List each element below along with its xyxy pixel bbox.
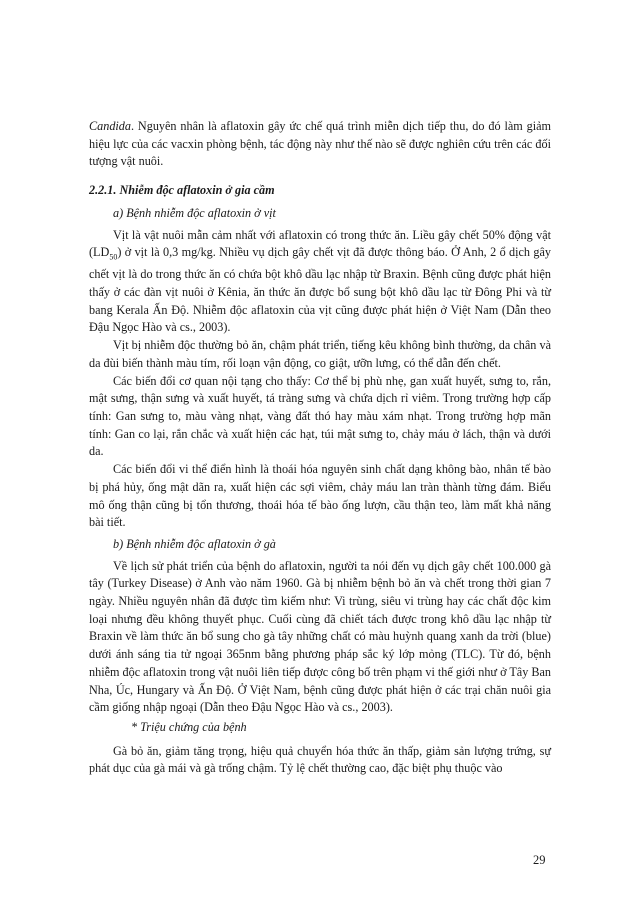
- paragraph-duck-ld50-part1: Vịt là vật nuôi mẫn cảm nhất với aflatoxin có trong thức ăn. Liều gây chết 50% động vật (LD: [89, 227, 551, 260]
- paragraph-duck-organs: Các biến đổi cơ quan nội tạng cho thấy: Cơ thể bị phù nhẹ, gan xuất huyết, sưng to, rắn, mật sưng, thận sưng và xuất huyết, tá tràng sưng và chứa dịch rỉ viêm. Trong trường hợp cấp tính: Gan sưng to, màu vàng nhạt, vàng đất thó hay màu xám nhạt. Trong trường hợp mãn tính: Gan co lại, rắn chắc và xuất hiện các hạt, túi mật sưng to, chảy máu ở lách, thận và dưới da.: [89, 373, 551, 459]
- paragraph-duck-micro: Các biến đổi vi thể điển hình là thoái hóa nguyên sinh chất dạng không bào, nhân tế bào bị phá hủy, ống mật dãn ra, xuất hiện các sợi viêm, chảy máu lan tràn thành từng đám. Biểu mô ống thận cũng bị tổn thương, thoái hóa tế bào ống lượn, cầu thận teo, làm mất khả năng bài tiết.: [89, 462, 551, 530]
- page-body: [89, 118, 551, 778]
- paragraph-duck-symptoms: Vịt bị nhiễm độc thường bỏ ăn, chậm phát triển, tiếng kêu không bình thường, da chân và da đùi biến thành màu tím, rối loạn vận động, co giật, ưỡn lưng, có thể dẫn đến chết.: [89, 338, 551, 370]
- subsection-heading-b: b) Bệnh nhiễm độc aflatoxin ở gà: [113, 536, 276, 551]
- paragraph-chicken-history: Về lịch sử phát triển của bệnh do aflatoxin, người ta nói đến vụ dịch gây chết 100.000 gà tây (Turkey Disease) ở Anh vào năm 1960. Gà bị nhiễm bệnh bỏ ăn và chết trong thời gian 7 ngày. Nhiều nguyên nhân đã được tìm kiếm như: Vi trùng, siêu vi trùng hay các chất độc kim loại nhưng đều không thuyết phục. Cuối cùng đã chiết tách được trong khô dầu lạc nhập từ Braxin về làm thức ăn bổ sung cho gà tây những chất có màu huỳnh quang xanh da trời (blue) dưới ánh sáng tia tử ngoại 365nm bằng phương pháp sắc ký lớp mỏng (TLC). Từ đó, bệnh nhiễm độc aflatoxin trong vật nuôi liên tiếp được công bố trên phạm vi thế giới như ở Tây Ban Nha, Úc, Hungary và Ấn Độ. Ở Việt Nam, bệnh cũng được phát hiện ở các trại chăn nuôi gia cầm giống nhập ngoại (Dẫn theo Đậu Ngọc Hào và cs., 2003).: [89, 558, 551, 715]
- subsection-heading-a: a) Bệnh nhiễm độc aflatoxin ở vịt: [113, 205, 276, 220]
- paragraph-duck-ld50-part2: ) ở vịt là 0,3 mg/kg. Nhiều vụ dịch gây chết vịt đã được thông báo. Ở Anh, 2 ổ dịch gây chết vịt là do trong thức ăn có chứa bột khô dầu lạc nhập từ Braxin. Bệnh cũng được phát hiện thấy ở các đàn vịt nuôi ở Kênia, ăn thức ăn được bổ sung bột khô dầu lạc từ Đông Phi và từ bang Kerala Ấn Độ. Nhiễm độc aflatoxin của vịt cũng được phát hiện ở Việt Nam (Dẫn theo Đậu Ngọc Hào và cs., 2003).: [89, 245, 551, 335]
- paragraph-intro: [89, 118, 551, 171]
- species-name: Candida: [89, 119, 131, 133]
- ld50-subscript: 50: [109, 252, 118, 262]
- section-heading: 2.2.1. Nhiễm độc aflatoxin ở gia cầm: [89, 183, 275, 198]
- symptom-heading: * Triệu chứng của bệnh: [131, 719, 247, 734]
- paragraph-chicken-symptoms: Gà bỏ ăn, giảm tăng trọng, hiệu quả chuyển hóa thức ăn thấp, giảm sản lượng trứng, sự phát dục của gà mái và gà trống chậm. Tỷ lệ chết thường cao, đặc biệt phụ thuộc vào: [89, 743, 551, 776]
- page-number: 29: [533, 853, 546, 867]
- paragraph-duck-ld50: [89, 227, 551, 338]
- paragraph-intro-text: . Nguyên nhân là aflatoxin gây ức chế quá trình miễn dịch tiếp thu, do đó làm giảm hiệu lực của các vacxin phòng bệnh, tác động này như thế nào sẽ được nghiên cứu trên các đối tượng vật nuôi.: [89, 119, 551, 169]
